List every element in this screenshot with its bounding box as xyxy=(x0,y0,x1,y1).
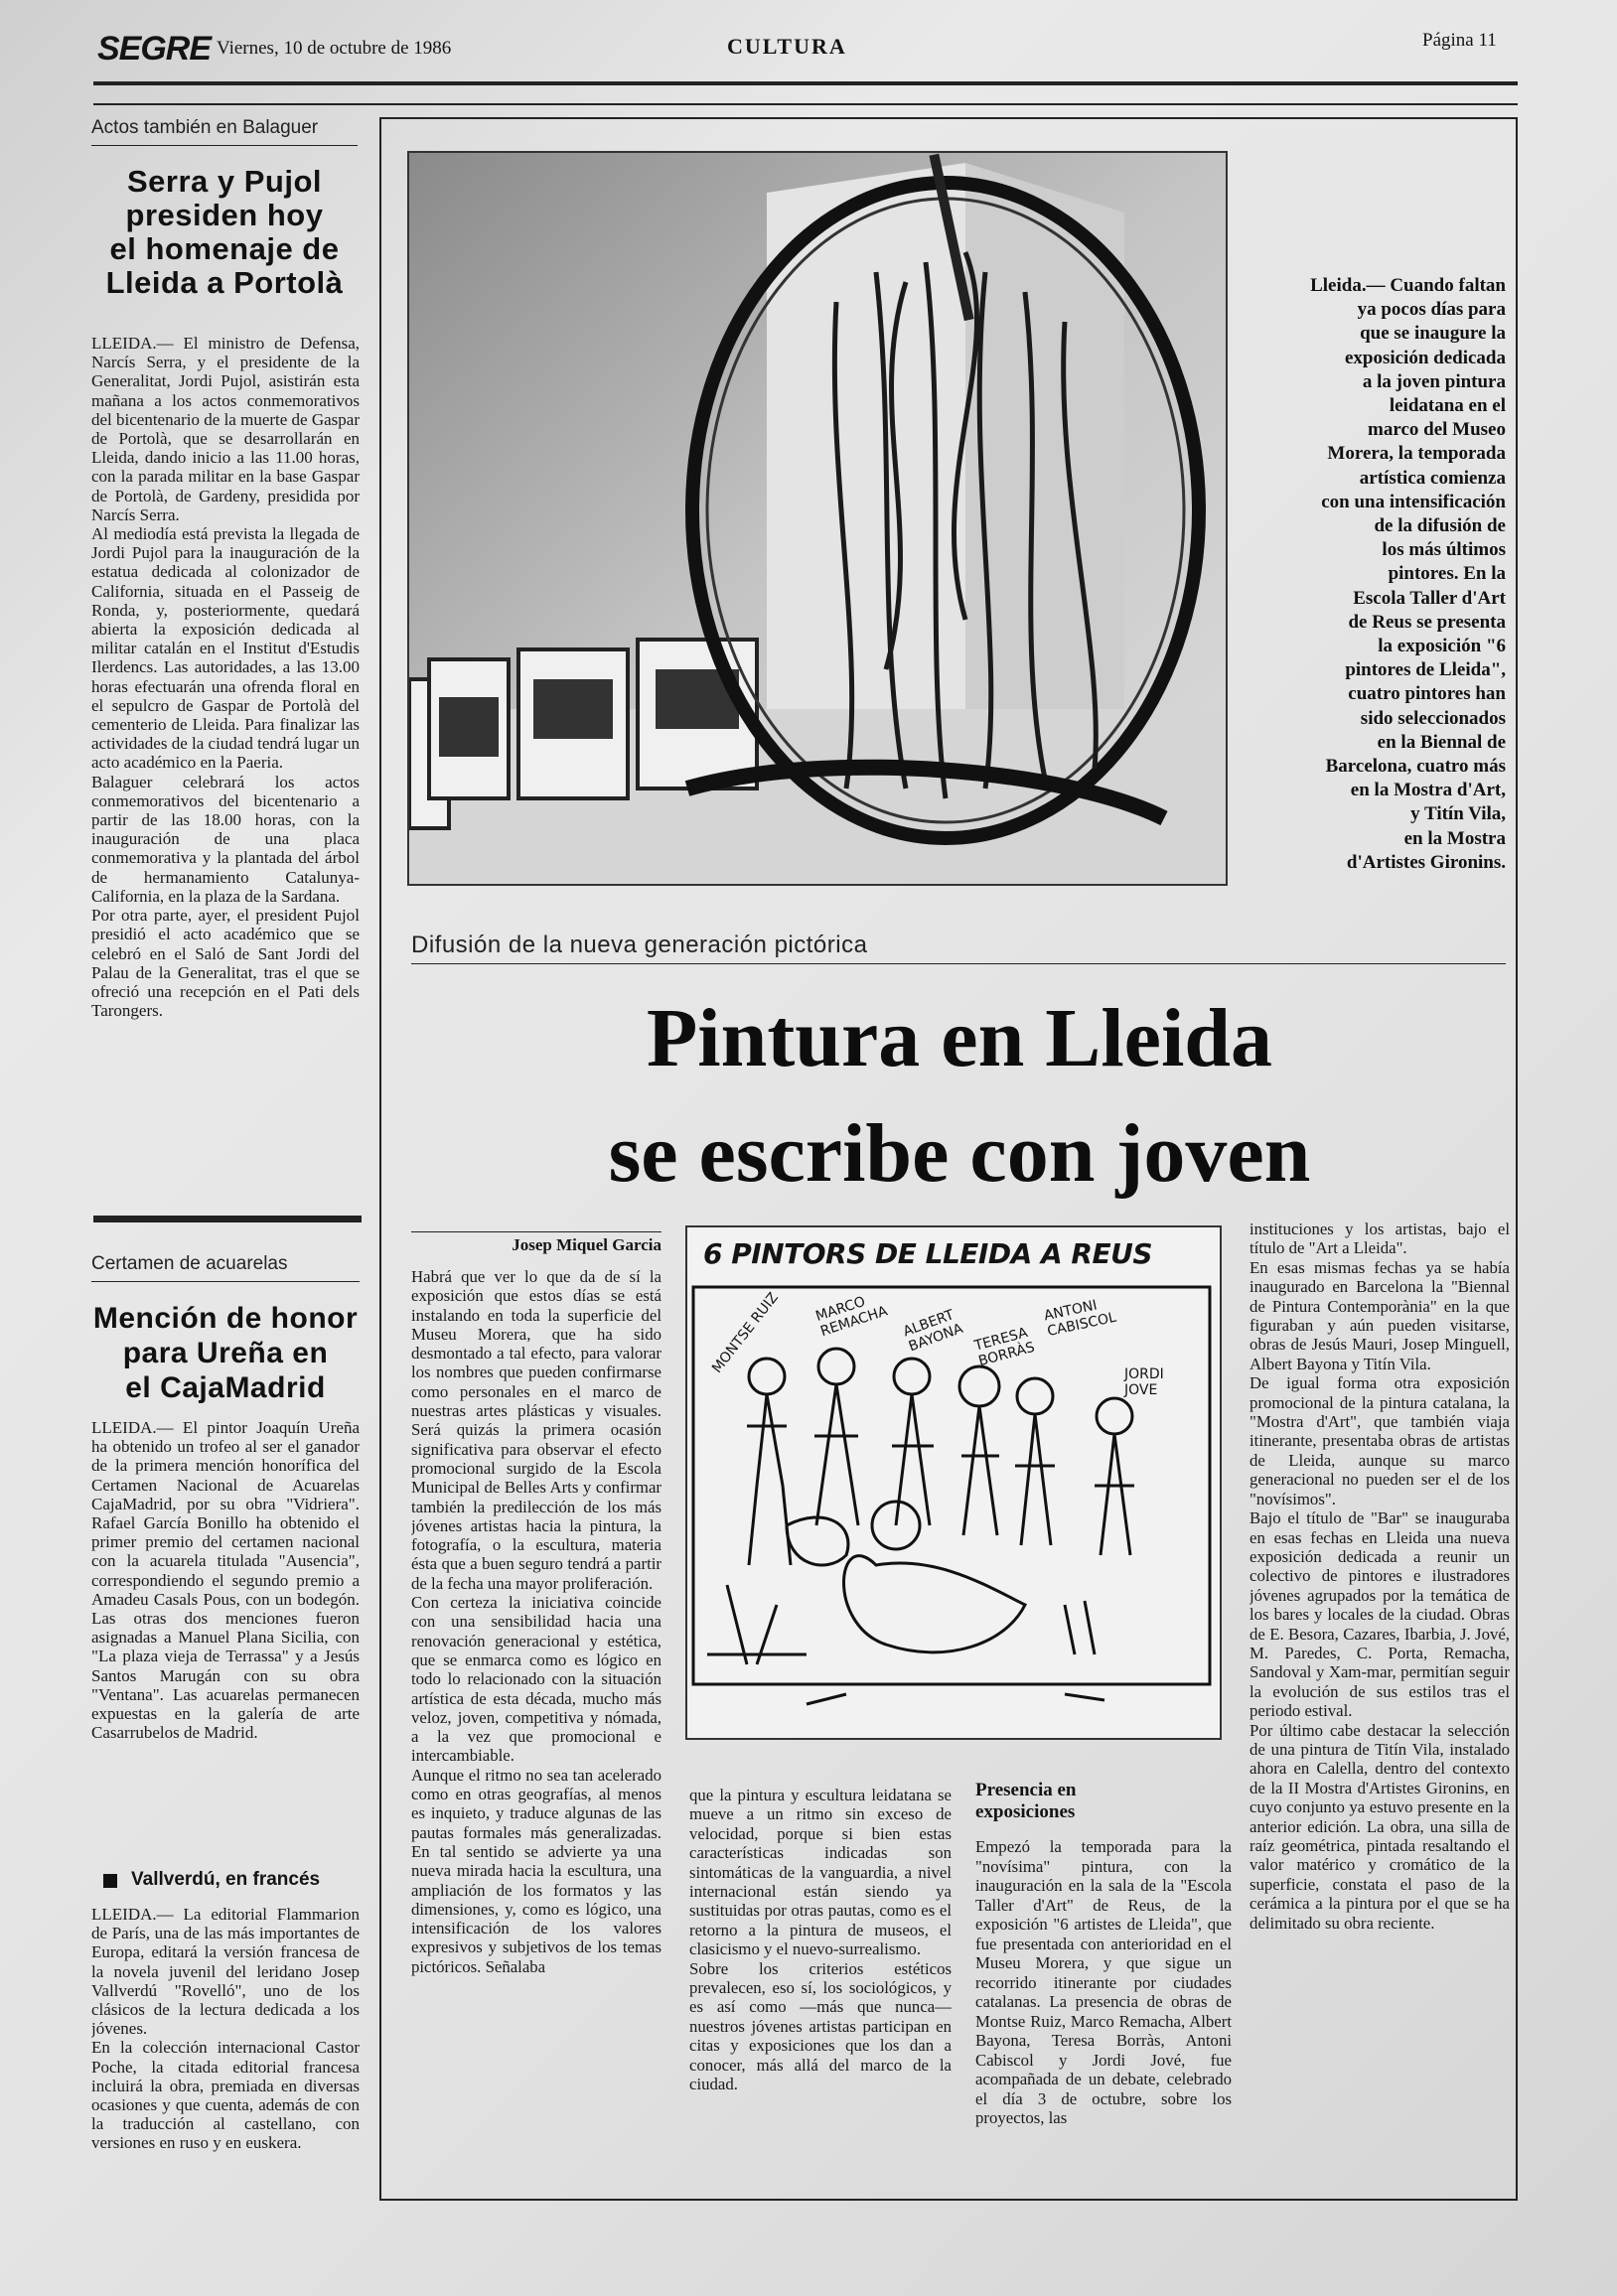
header-section: CULTURA xyxy=(727,34,847,59)
left-divider xyxy=(93,1216,362,1222)
drawing-figures xyxy=(687,1227,1220,1738)
main-frame-bottom xyxy=(379,2199,1518,2201)
article1-label: Actos también en Balaguer xyxy=(91,117,319,138)
article2-label: Certamen de acuarelas xyxy=(91,1253,288,1274)
brief-title: Vallverdú, en francés xyxy=(131,1869,321,1890)
article1-headline: Serra y Pujol presiden hoy el homenaje de Lleida a Portolà xyxy=(105,164,344,300)
sculpture-photo-image xyxy=(409,153,1226,884)
article2-body: LLEIDA.— El pintor Joaquín Ureña ha obtenido un trofeo al ser el ganador de la primera mención honorífica del Certamen Nacional de Acuarelas CajaMadrid, por su obra "Vidriera". Rafael García Bonillo ha obtenido el primer premio del certamen nacional con la acuarela titulada "Ausencia", correspondiendo el segundo premio a Amadeu Casals Pous, con un bodegón. Las otras dos menciones fueron asignadas a Manuel Plana Sicilia, con "La plaza vieja de Terrassa" y a Jesús Santos Marugán con su obra "Ventana". Las acuarelas permanecen expuestas en la galería de arte Casarrubelos de Madrid. xyxy=(91,1418,360,1743)
main-title: Pintura en Lleida se escribe con joven xyxy=(608,992,1311,1200)
header-page-number: Página 11 xyxy=(1422,30,1497,51)
drawing-name-4: TERESA BORRÀS xyxy=(972,1325,1037,1370)
article1-label-rule xyxy=(91,145,358,146)
header-date: Viernes, 10 de octubre de 1986 xyxy=(217,38,452,59)
header-rule xyxy=(93,81,1518,85)
drawing-name-6: JORDI JOVE xyxy=(1124,1366,1164,1398)
sculpture-photo xyxy=(407,151,1228,886)
main-frame-right xyxy=(1516,117,1518,2201)
drawing-name-5: ANTONI CABISCOL xyxy=(1042,1297,1118,1341)
col3-heading: Presencia en exposiciones xyxy=(975,1780,1077,1822)
main-kicker: Difusión de la nueva generación pictórica xyxy=(411,932,868,958)
main-frame-top xyxy=(379,117,1518,119)
main-col2: que la pintura y escultura leidatana se mueve a un ritmo sin exceso de velocidad, porque si bien estas características indicadas son sintomáticas de la vanguardia, a nivel internacional están siendo ya sustituidas por otras pautas, como es el retorno a la pintura de museos, el clasicismo y el nuevo-surrealismo. Sobre los criterios estéticos prevalecen, eso sí, los sociológicos, y es así como —más que nunca— nuestros jóvenes artistas participan en citas y exposiciones que los dan a conocer, más allá del marco de la ciudad. xyxy=(689,1786,952,2094)
brief-heading xyxy=(103,1869,362,1891)
masthead-logo: SEGRE xyxy=(97,30,212,68)
kicker-rule xyxy=(411,963,1506,964)
main-frame-left xyxy=(379,117,381,2201)
drawing-title: 6 PINTORS DE LLEIDA A REUS xyxy=(703,1237,1152,1270)
article2-label-rule xyxy=(91,1281,360,1282)
main-col1: Habrá que ver lo que da de sí la exposición que estos días se está instalando en toda la superficie del Museu Morera, que ha sido desmontado a tal efecto, para valorar los nombres que pueden confirmarse como personales en el marco de nuestras artes plásticas y visuales. Será quizás la primera ocasión significativa para observar el efecto promocional surgido de la Escola Municipal de Belles Arts y confirmar también la predilección de los más jóvenes artistas hacia la pintura, la fotografía, o la escultura, materia ésta que a buen seguro tendrá a partir de la fecha una mayor proliferación. Con certeza la iniciativa coincide con una sensibilidad hacia una renovación generacional y estética, que se enmarca como es lógico en todo lo relacionado con la situación artística de esta década, mucho más veloz, joven, competitiva y nómada, a la vez que promocional e intercambiable. Aunque el ritmo no sea tan acelerado como en otras geografías, al menos es inquieto, y traduce algunas de las pautas formales más generalizadas. En tal sentido se advierte ya una nueva mirada hacia la escultura, una ampliación de los formatos y las dimensiones, y, como es lógico, una intensificación de los valores expresivos y subjetivos de los temas pictóricos. Señalaba xyxy=(411,1267,662,1976)
brief-body: LLEIDA.— La editorial Flammarion de París, una de las más importantes de Europa, editará la versión francesa de la novela juvenil del leridano Josep Vallverdú "Rovelló", uno de los clásicos de la lectura dedicada a los jóvenes. En la colección internacional Castor Poche, la citada editorial francesa incluirá la obra, premiada en diversas ocasiones y que cuenta, además de con la traducción al castellano, con versiones en ruso y en euskera. xyxy=(91,1905,360,2153)
main-col4: instituciones y los artistas, bajo el título de "Art a Lleida". En esas mismas fechas ya se había inaugurado en Barcelona la "Biennal de Pintura Contemporània" en la que figuraban y aún pueden visitarse, obras de Jesús Mauri, Josep Minguell, Albert Bayona y Titín Vila. De igual forma otra exposición promocional de la pintura catalana, la "Mostra d'Art", que también viaja itinerante, presentaba obras de artistas de Lleida, aunque su marco generacional no pueden ser el de los "novísimos". Bajo el título de "Bar" se inauguraba en esas fechas en Lleida una nueva exposición dedicada a reunir un colectivo de pintores e ilustradores jóvenes agrupados por la temática de los bares y locales de la ciudad. Obras de E. Besora, Cazares, Ibarbia, J. Jové, M. Paredes, C. Porta, Remacha, Sandoval y Xam-mar, permitían seguir la evolución de sus estilos tras el periodo estival. Por último cabe destacar la selección de una pintura de Titín Vila, instalado ahora en Calella, dentro del contexto de la II Mostra d'Artistes Gironins, en cuyo conjunto ya estuvo presente en la anterior edición. La obra, una silla de raíz geométrica, pintada resaltando el valor matérico y cromático de la superficie, constata el paso de la cerámica a la pintura por el que se ha delimitado su obra reciente. xyxy=(1250,1220,1510,1933)
photo-caption: Lleida.— Cuando faltan ya pocos días para que se inaugure la exposición dedicada a la joven pintura leidatana en el marco del Museo Morera, la temporada artística comienza con una intensificación de la difusión de los más últimos pintores. En la Escola Taller d'Art de Reus se presenta la exposición "6 pintores de Lleida", cuatro pintores han sido seleccionados en la Biennal de Barcelona, cuatro más en la Mostra d'Art, y Titín Vila, en la Mostra d'Artistes Gironins. xyxy=(1310,275,1506,873)
header-rule-thin xyxy=(93,103,1518,105)
brief-bullet-icon xyxy=(103,1874,117,1888)
main-col3: Empezó la temporada para la "novísima" pintura, con la inauguración en la sala de la "Escola Taller d'Art" de Reus, de la exposición "6 artistes de Lleida", que fue presentada con anterioridad en el Museu Morera, y que sigue un recorrido itinerante por ciudades catalanas. La presencia de obras de Montse Ruiz, Marco Remacha, Albert Bayona, Teresa Borràs, Antoni Cabiscol y Jordi Jové, fue acompañada de un debate, celebrado el día 3 de octubre, sobre los proyectos, las xyxy=(975,1837,1232,2127)
exhibition-drawing xyxy=(685,1225,1222,1740)
byline-rule xyxy=(411,1231,662,1232)
byline: Josep Miquel Garcia xyxy=(512,1235,662,1254)
article1-body: LLEIDA.— El ministro de Defensa, Narcís Serra, y el presidente de la Generalitat, Jordi Pujol, asistirán esta mañana a los actos conmemorativos del bicentenario de la muerte de Gaspar de Portolà, que se desarrollarán en Lleida, dando inicio a las 11.00 horas, con la parada militar en la base Gaspar de Portolà, de Gardeny, presidida por Narcís Serra. Al mediodía está prevista la llegada de Jordi Pujol para la inauguración de la estatua dedicada al colonizador de California, situada en el Passeig de Ronda, y, posteriormente, quedará abierta la exposición dedicada al militar catalán en el Institut d'Estudis Ilerdencs. Las autoridades, a las 13.00 horas efectuarán una ofrenda floral en el sepulcro de Gaspar de Portolà del cementerio de Lleida. Para finalizar las actividades de la ciudad tendrá lugar un acto académico en la Paeria. Balaguer celebrará los actos conmemorativos del bicentenario a partir de las 18.00 horas, con la inauguración de una placa conmemorativa y la plantada del árbol de hermanamiento Catalunya-California, en la plaza de la Sardana. Por otra parte, ayer, el president Pujol presidió el acto académico que se celebró en el Saló de Sant Jordi del Palau de la Generalitat, tras el que se ofreció una recepción en el Pati dels Tarongers. xyxy=(91,334,360,1021)
drawing-name-2: MARCO REMACHA xyxy=(813,1293,890,1341)
article2-headline: Mención de honor para Ureña en el CajaMadrid xyxy=(92,1302,359,1404)
drawing-name-3: ALBERT BAYONA xyxy=(901,1307,965,1356)
drawing-name-1: MONTSE RUIZ xyxy=(709,1289,782,1376)
